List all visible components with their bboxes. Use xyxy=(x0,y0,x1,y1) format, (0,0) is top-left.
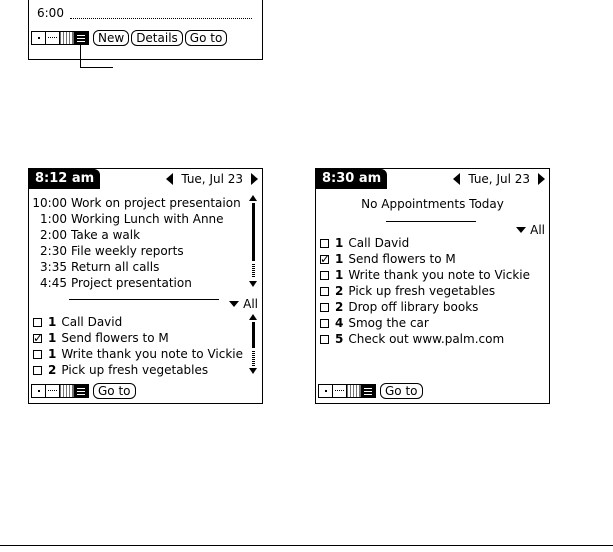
callout-line-horizontal xyxy=(80,67,113,68)
todo-checkbox[interactable] xyxy=(320,287,329,296)
day-view-icon[interactable] xyxy=(32,32,46,44)
todo-item[interactable]: 1 Write thank you note to Vickie xyxy=(320,267,544,283)
next-day-icon[interactable] xyxy=(251,173,258,185)
goto-button[interactable]: Go to xyxy=(185,30,228,46)
category-dropdown-icon xyxy=(229,301,239,307)
appointment-row[interactable]: 2:30 File weekly reports xyxy=(40,244,184,258)
todo-checkbox[interactable] xyxy=(33,334,42,343)
agenda-view-icon[interactable] xyxy=(74,32,88,44)
todo-item[interactable]: 2 Pick up fresh vegetables xyxy=(320,283,544,299)
week-view-icon[interactable] xyxy=(46,385,60,397)
todo-item[interactable]: 2 Drop off library books xyxy=(320,299,544,315)
date-navigator xyxy=(166,172,258,186)
title-bar xyxy=(316,169,549,189)
todo-item[interactable]: 1 Call David xyxy=(33,314,247,330)
clock-tab[interactable]: 8:30 am xyxy=(316,169,387,189)
appointment-row[interactable]: 4:45 Project presentation xyxy=(40,276,192,290)
todo-list xyxy=(33,314,247,378)
date-navigator xyxy=(453,172,545,186)
page-bottom-rule xyxy=(0,545,613,546)
top-toolbar xyxy=(31,30,229,46)
week-view-icon[interactable] xyxy=(46,32,60,44)
scroll-down-icon[interactable] xyxy=(249,281,257,287)
date-label[interactable]: Tue, Jul 23 xyxy=(181,172,243,186)
todo-item[interactable]: 1 Call David xyxy=(320,235,544,251)
todo-checkbox[interactable] xyxy=(320,239,329,248)
month-view-icon[interactable] xyxy=(347,385,361,397)
view-selector xyxy=(318,384,376,398)
appointments-scrollbar[interactable] xyxy=(249,195,258,287)
no-appointments-message: No Appointments Today xyxy=(361,197,504,211)
appointment-row[interactable]: 10:00 Work on project presentaion xyxy=(32,196,241,210)
appointment-row[interactable]: 1:00 Working Lunch with Anne xyxy=(40,212,224,226)
bottom-toolbar xyxy=(31,383,138,399)
goto-button[interactable]: Go to xyxy=(380,383,423,399)
todo-list xyxy=(320,235,544,347)
todo-checkbox[interactable] xyxy=(33,366,42,375)
scroll-up-icon[interactable] xyxy=(249,195,257,201)
category-picker[interactable] xyxy=(229,297,258,311)
todo-checkbox[interactable] xyxy=(320,255,329,264)
top-screen xyxy=(28,0,263,60)
view-selector xyxy=(31,31,89,45)
todo-checkbox[interactable] xyxy=(33,318,42,327)
todo-item[interactable]: ✓ 1 Send flowers to M xyxy=(320,251,544,267)
todo-checkbox[interactable] xyxy=(320,303,329,312)
todo-scrollbar[interactable] xyxy=(249,314,258,374)
agenda-view-icon[interactable] xyxy=(361,385,375,397)
appointments-list xyxy=(29,195,249,291)
category-label: All xyxy=(530,223,545,237)
appointment-row[interactable]: 2:00 Take a walk xyxy=(40,228,141,242)
todo-item[interactable]: ✓ 1 Send flowers to M xyxy=(33,330,247,346)
time-slot-row[interactable] xyxy=(37,5,252,21)
scroll-down-icon[interactable] xyxy=(249,368,257,374)
view-selector xyxy=(31,384,89,398)
goto-button[interactable]: Go to xyxy=(93,383,136,399)
category-dropdown-icon xyxy=(516,227,526,233)
next-day-icon[interactable] xyxy=(538,173,545,185)
details-button[interactable]: Details xyxy=(131,30,183,46)
month-view-icon[interactable] xyxy=(60,385,74,397)
agenda-view-icon[interactable] xyxy=(74,385,88,397)
callout-line-vertical xyxy=(80,45,81,67)
new-button[interactable]: New xyxy=(93,30,129,46)
agenda-screen-left xyxy=(28,168,263,404)
todo-item[interactable]: 4 Smog the car xyxy=(320,315,544,331)
todo-item[interactable]: 1 Write thank you note to Vickie xyxy=(33,346,247,362)
todo-checkbox[interactable] xyxy=(33,350,42,359)
prev-day-icon[interactable] xyxy=(453,173,460,185)
bottom-toolbar xyxy=(318,383,425,399)
day-view-icon[interactable] xyxy=(319,385,333,397)
clock-tab[interactable]: 8:12 am xyxy=(29,169,100,189)
title-bar xyxy=(29,169,262,189)
category-label: All xyxy=(243,297,258,311)
section-divider xyxy=(69,299,219,300)
todo-checkbox[interactable] xyxy=(320,319,329,328)
scroll-up-icon[interactable] xyxy=(249,314,257,320)
todo-checkbox[interactable] xyxy=(320,271,329,280)
todo-item[interactable]: 2 Pick up fresh vegetables xyxy=(33,362,247,378)
prev-day-icon[interactable] xyxy=(166,173,173,185)
week-view-icon[interactable] xyxy=(333,385,347,397)
time-slot-label: 6:00 xyxy=(37,6,64,20)
todo-checkbox[interactable] xyxy=(320,335,329,344)
month-view-icon[interactable] xyxy=(60,32,74,44)
date-label[interactable]: Tue, Jul 23 xyxy=(468,172,530,186)
section-divider xyxy=(386,221,476,222)
agenda-screen-right xyxy=(315,168,550,404)
appointment-row[interactable]: 3:35 Return all calls xyxy=(40,260,160,274)
todo-item[interactable]: 5 Check out www.palm.com xyxy=(320,331,544,347)
time-slot-line xyxy=(70,8,252,19)
day-view-icon[interactable] xyxy=(32,385,46,397)
